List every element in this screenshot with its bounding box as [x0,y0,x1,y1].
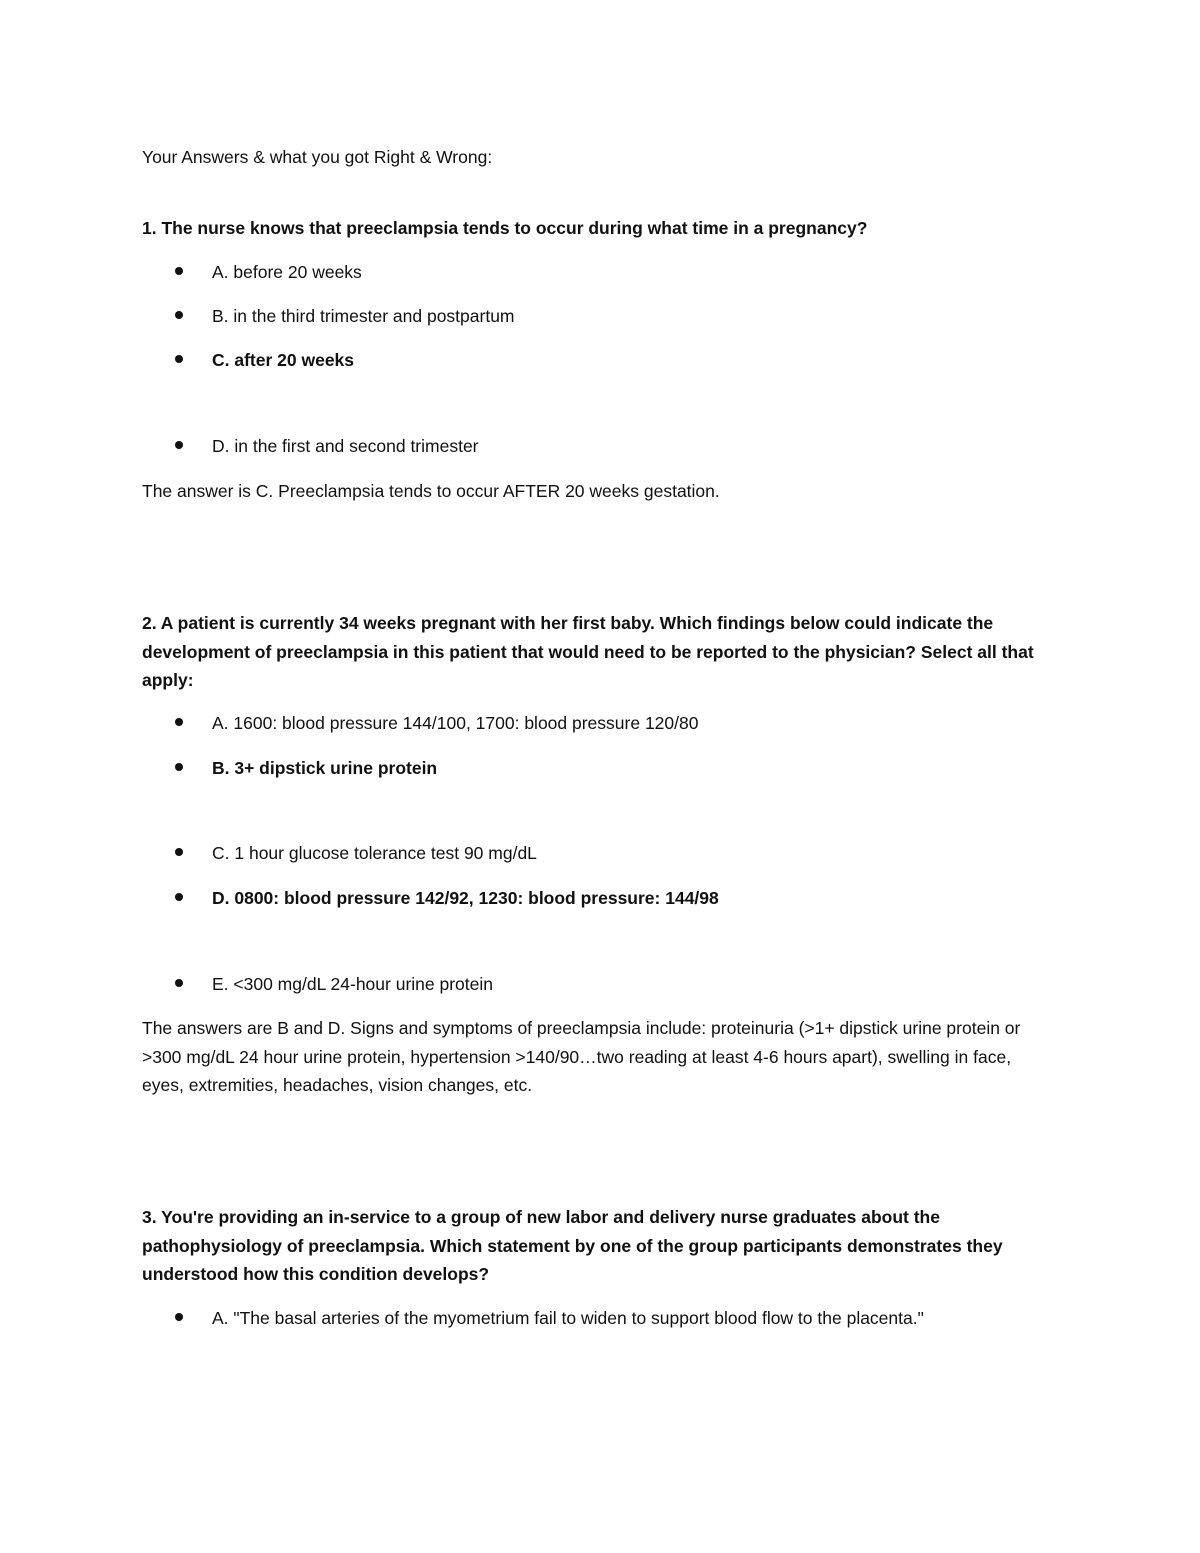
option-label: C. 1 hour glucose tolerance test 90 mg/dL [212,843,537,863]
bullet-icon [175,267,183,275]
bullet-icon [175,311,183,319]
option-label: B. in the third trimester and postpartum [212,306,515,326]
question-2-answer: The answers are B and D. Signs and symptoms of preeclampsia include: proteinuria (>1+ dipstick urine protein or >300 mg/dL 24 hour urine protein, hypertension >140/90…two reading at least 4-6 hours apart), swelling in face, eyes, extremities, headaches, vision changes, etc. [142,1018,1021,1095]
option-label: B. 3+ dipstick urine protein [212,758,438,778]
question-3-text: 3. You're providing an in-service to a group of new labor and delivery nurse graduates about the pathophysiology of preeclampsia. Which statement by one of the group participants demonstrates they understood how this condition develops? [142,1207,1003,1284]
bullet-icon [175,979,183,987]
document-heading: Your Answers & what you got Right & Wrong: [142,147,493,167]
option-label: D. in the first and second trimester [212,436,479,456]
option-label: A. before 20 weeks [212,262,362,282]
bullet-icon [175,763,183,771]
bullet-icon [175,718,183,726]
option-label: D. 0800: blood pressure 142/92, 1230: blood pressure: 144/98 [212,888,719,908]
option-label: C. after 20 weeks [212,350,355,370]
bullet-icon [175,848,183,856]
option-label: A. "The basal arteries of the myometrium fail to widen to support blood flow to the placenta." [212,1308,924,1328]
bullet-icon [175,441,183,449]
question-1-text: 1. The nurse knows that preeclampsia tends to occur during what time in a pregnancy? [142,218,868,238]
question-1-answer: The answer is C. Preeclampsia tends to occur AFTER 20 weeks gestation. [142,481,720,501]
option-label: A. 1600: blood pressure 144/100, 1700: blood pressure 120/80 [212,713,699,733]
bullet-icon [175,1313,183,1321]
bullet-icon [175,893,183,901]
option-label: E. <300 mg/dL 24-hour urine protein [212,974,493,994]
question-2-text: 2. A patient is currently 34 weeks pregnant with her first baby. Which findings below could indicate the development of preeclampsia in this patient that would need to be reported to the physician? Select all that apply: [142,613,1034,690]
bullet-icon [175,355,183,363]
